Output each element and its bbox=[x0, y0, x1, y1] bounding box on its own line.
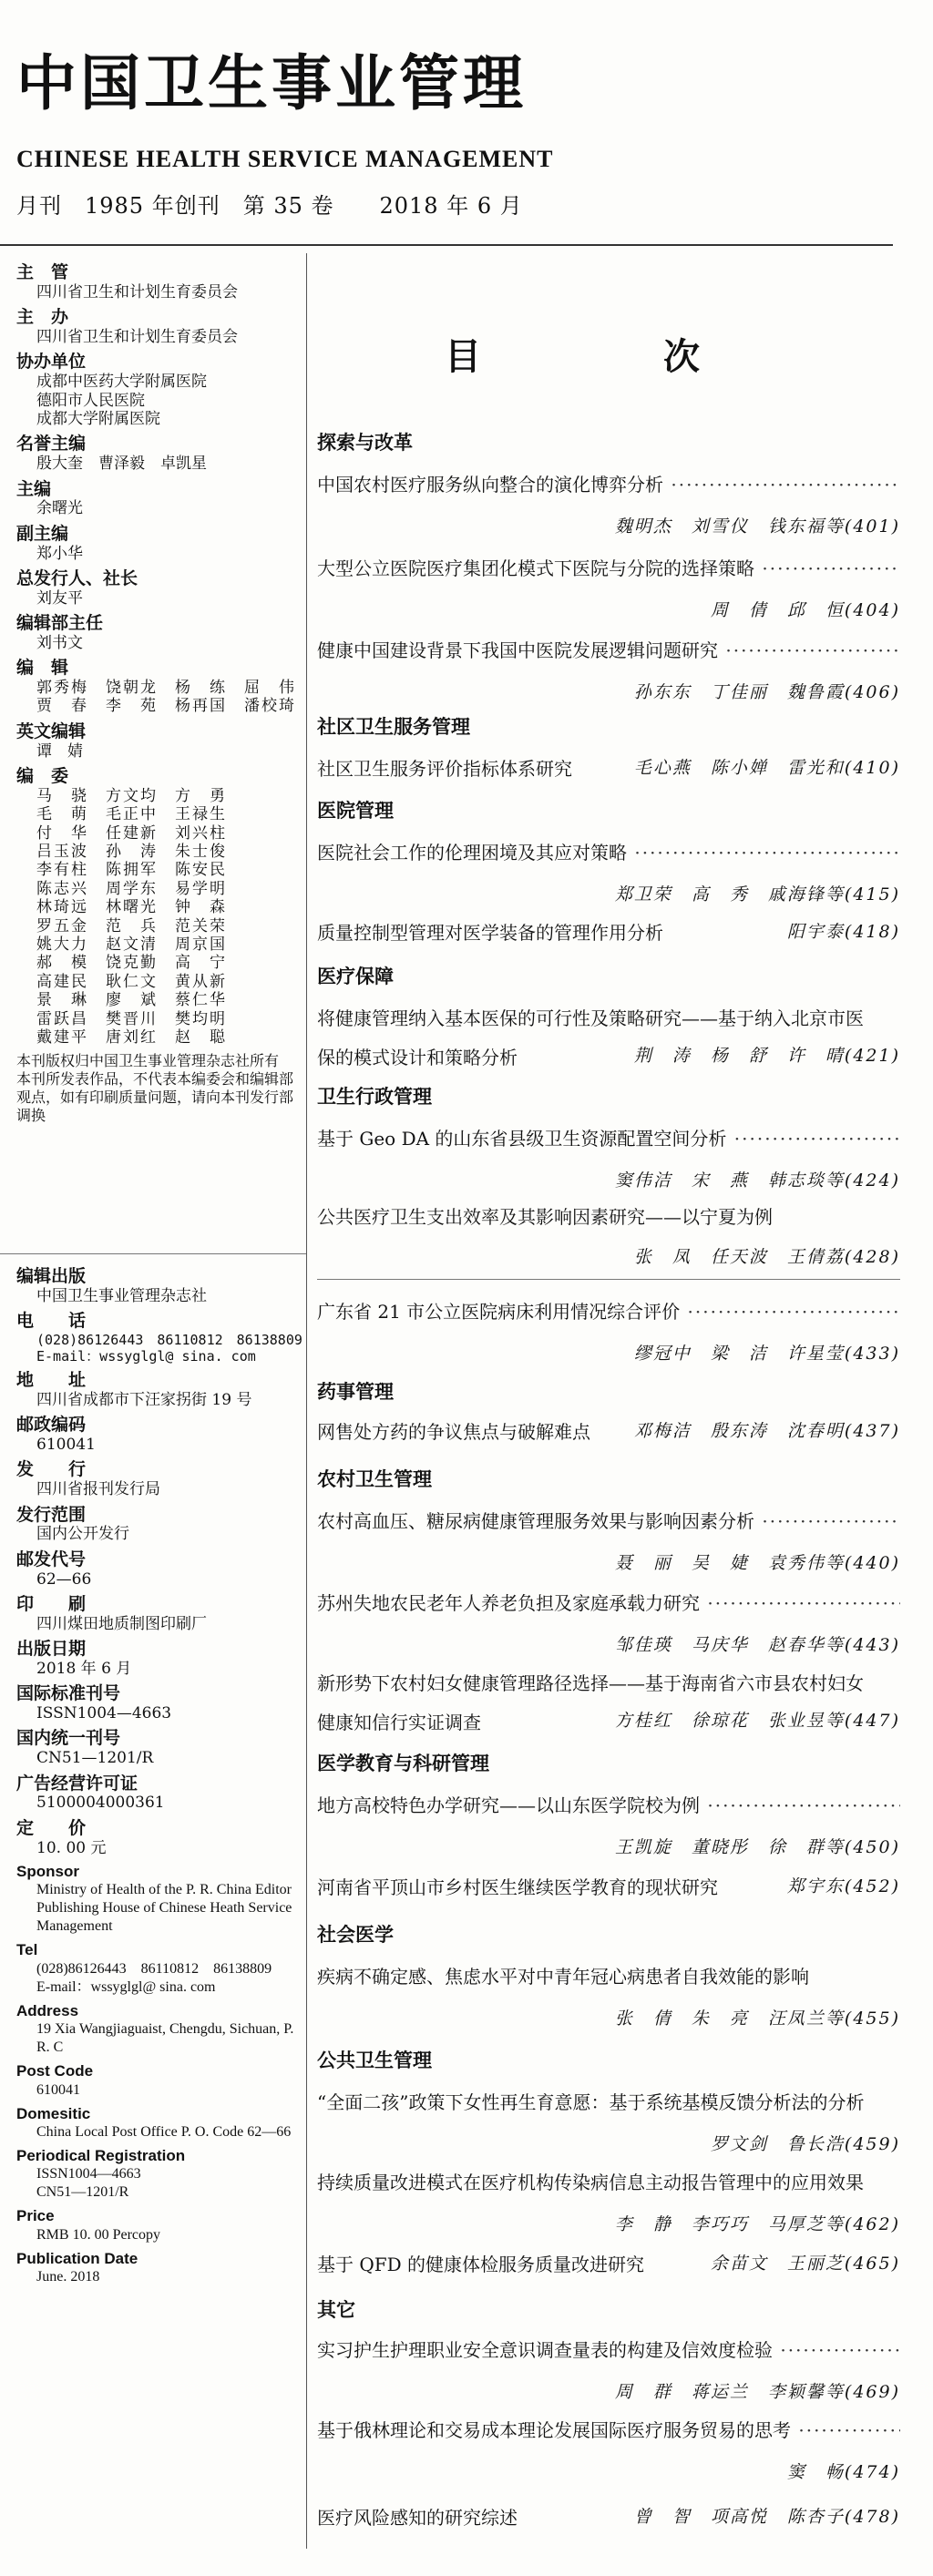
value-address-en: 19 Xia Wangjiaguaist, Chengdu, Sichuan, P. R. C bbox=[36, 2021, 294, 2056]
toc-section-title: 药事管理 bbox=[317, 1381, 394, 1403]
value-co-organizer: 成都中医药大学附属医院 bbox=[36, 373, 207, 392]
value-deputy-editor: 郑小华 bbox=[36, 544, 83, 563]
toc-entry-authors: 方桂红 徐琼花 张业昱等(447) bbox=[614, 1711, 900, 1731]
toc-section-title: 探索与改革 bbox=[317, 432, 413, 454]
column-divider bbox=[306, 253, 307, 2549]
toc-entry-authors: 魏明杰 刘雪仪 钱东福等(401) bbox=[614, 516, 900, 537]
value-edit-publish: 中国卫生事业管理杂志社 bbox=[36, 1286, 207, 1305]
toc-entry-title: 质量控制型管理对医学装备的管理作用分析 bbox=[317, 922, 663, 944]
label-tel-en: Tel bbox=[16, 1941, 38, 1959]
toc-section-title: 医院管理 bbox=[317, 800, 394, 822]
value-ad-license: 5100004000361 bbox=[36, 1794, 165, 1813]
toc-entry-authors: 李 静 李巧巧 马厚芝等(462) bbox=[614, 2214, 900, 2234]
toc-entry-title: “全面二孩”政策下女性再生育意愿：基于系统基模反馈分析法的分析 bbox=[317, 2091, 865, 2113]
toc-entry-authors: 邓梅洁 殷东涛 沈春明(437) bbox=[633, 1421, 900, 1441]
toc-entry-authors: 张 凤 任天波 王倩荔(428) bbox=[633, 1247, 900, 1267]
toc-entry-authors: 毛心燕 陈小婵 雷光和(410) bbox=[633, 758, 900, 778]
value-post-code: 62—66 bbox=[36, 1569, 92, 1589]
toc-section-title: 公共卫生管理 bbox=[317, 2050, 432, 2071]
toc-column-break bbox=[317, 1279, 900, 1280]
value-printer: 四川煤田地质制图印刷厂 bbox=[36, 1614, 207, 1633]
toc-entry-authors: 阳宇泰(418) bbox=[786, 922, 900, 942]
toc-entry-title-cont: 健康知信行实证调查 bbox=[317, 1712, 481, 1733]
toc-entry-title: 河南省平顶山市乡村医生继续医学教育的现状研究 bbox=[317, 1876, 718, 1898]
toc-entry-title: 将健康管理纳入基本医保的可行性及策略研究——基于纳入北京市医 bbox=[317, 1007, 864, 1029]
label-pubdate-en: Publication Date bbox=[16, 2249, 138, 2267]
value-registration-issn: ISSN1004—4663 bbox=[36, 2166, 141, 2182]
toc-entry[interactable] bbox=[317, 554, 900, 621]
value-publisher: 刘友平 bbox=[36, 588, 83, 608]
committee-line: 景 琳 廖 斌 蔡仁华 bbox=[36, 991, 227, 1010]
toc-entry[interactable] bbox=[317, 1202, 900, 1268]
toc-entry[interactable] bbox=[317, 918, 900, 945]
toc-entry-title: 苏州失地农民老年人养老负担及家庭承载力研究 ····· bbox=[317, 1589, 900, 1615]
committee-line: 雷跃昌 樊晋川 樊均明 bbox=[36, 1009, 227, 1028]
toc-entry[interactable] bbox=[317, 636, 900, 703]
label-deputy-editor: 副主编 bbox=[16, 523, 69, 544]
toc-entry-title: 疾病不确定感、焦虑水平对中青年冠心病患者自我效能的影响 bbox=[317, 1966, 809, 1988]
toc-entry[interactable] bbox=[317, 1124, 900, 1191]
value-range: 国内公开发行 bbox=[36, 1525, 129, 1544]
label-domestic-en: Domesitic bbox=[16, 2104, 91, 2122]
toc-entry[interactable] bbox=[317, 2168, 900, 2235]
label-committee: 编 委 bbox=[16, 766, 69, 787]
toc-entry-title: 公共医疗卫生支出效率及其影响因素研究——以宁夏为例 bbox=[317, 1206, 773, 1228]
committee-list bbox=[16, 787, 304, 1047]
toc-entry-authors: 郑卫荣 高 秀 戚海锋等(415) bbox=[614, 884, 900, 905]
toc-entry[interactable] bbox=[317, 2336, 900, 2403]
value-address: 四川省成都市下汪家拐街 19 号 bbox=[36, 1390, 252, 1409]
toc-entry-authors: 郑宇东(452) bbox=[786, 1876, 900, 1896]
toc-entry-title: 基于 QFD 的健康体检服务质量改进研究 bbox=[317, 2254, 645, 2275]
editors-line: 贾 春 李 苑 杨再国 潘校琦 bbox=[36, 697, 296, 716]
toc-entry-title: 网售处方药的争议焦点与破解难点 bbox=[317, 1421, 590, 1443]
toc-entry-title: 健康中国建设背景下我国中医院发展逻辑问题研究 ····· bbox=[317, 636, 900, 662]
toc-entry[interactable] bbox=[317, 2416, 900, 2483]
toc-entry-title: 医疗风险感知的研究综述 bbox=[317, 2507, 518, 2529]
label-sponsor: 主 管 bbox=[16, 262, 69, 282]
label-zip: 邮政编码 bbox=[16, 1415, 87, 1436]
committee-line: 罗五金 范 兵 范关荣 bbox=[36, 916, 227, 935]
toc-entry[interactable] bbox=[317, 1297, 900, 1365]
committee-line: 高建民 耿仁文 黄从新 bbox=[36, 972, 227, 991]
toc-entry-authors: 荆 涛 杨 舒 许 晴(421) bbox=[633, 1046, 900, 1066]
label-organizer: 主 办 bbox=[16, 307, 69, 328]
label-honorary-editor: 名誉主编 bbox=[16, 434, 87, 455]
toc-entry-authors: 孙东东 丁佳丽 魏鲁霞(406) bbox=[633, 682, 900, 702]
value-director: 刘书文 bbox=[36, 633, 83, 652]
label-postcode-en: Post Code bbox=[16, 2062, 94, 2080]
label-sponsor-en: Sponsor bbox=[16, 1863, 79, 1881]
toc-entry[interactable] bbox=[317, 1507, 900, 1574]
committee-line: 姚大力 赵文清 周京国 bbox=[36, 935, 227, 954]
toc-entry[interactable] bbox=[317, 1873, 900, 1899]
label-tel: 电 话 bbox=[16, 1311, 87, 1332]
value-co-organizer: 成都大学附属医院 bbox=[36, 409, 160, 428]
toc-entry-title: 社区卫生服务评价指标体系研究 bbox=[317, 758, 572, 780]
label-director: 编辑部主任 bbox=[16, 613, 104, 634]
value-zip: 610041 bbox=[36, 1435, 96, 1454]
toc-entry-authors: 周 倩 邱 恒(404) bbox=[710, 600, 900, 620]
toc-entry[interactable] bbox=[317, 754, 900, 781]
value-sponsor-en: Ministry of Health of the P. R. China Editor Publishing House of Chinese Heath Service Management bbox=[36, 1882, 292, 1935]
committee-line: 吕玉波 孙 涛 朱士俊 bbox=[36, 843, 227, 862]
label-price-en: Price bbox=[16, 2207, 55, 2225]
toc-entry-title: 持续质量改进模式在医疗机构传染病信息主动报告管理中的应用效果 bbox=[317, 2172, 864, 2193]
value-organizer: 四川省卫生和计划生育委员会 bbox=[36, 327, 238, 346]
toc-entry-title: 大型公立医院医疗集团化模式下医院与分院的选择策略 ····· bbox=[317, 554, 900, 580]
toc-entry-authors: 曾 智 项高悦 陈杏子(478) bbox=[633, 2507, 900, 2527]
label-cn: 国内统一刊号 bbox=[16, 1728, 121, 1749]
committee-line: 戴建平 唐刘红 赵 聪 bbox=[36, 1027, 227, 1047]
toc-entry-authors: 周 群 蒋运兰 李颖馨等(469) bbox=[614, 2382, 900, 2402]
value-issn: ISSN1004—4663 bbox=[36, 1704, 172, 1723]
label-issn: 国际标准刊号 bbox=[16, 1683, 121, 1704]
toc-entry-title: 实习护生护理职业安全意识调查量表的构建及信效度检验 ····· bbox=[317, 2336, 900, 2362]
toc-entry[interactable] bbox=[317, 470, 900, 537]
journal-meta: 月刊 1985 年创刊 第 35 卷 2018 年 6 月 bbox=[16, 193, 523, 219]
committee-line: 李有柱 陈拥军 陈安民 bbox=[36, 861, 227, 880]
value-email-en: E-mail：wssyglgl@ sina. com bbox=[36, 1978, 216, 1995]
label-ad-license: 广告经营许可证 bbox=[16, 1773, 138, 1794]
masthead bbox=[16, 257, 304, 1125]
toc-section-title: 农村卫生管理 bbox=[317, 1468, 432, 1490]
toc-entry-authors: 张 倩 朱 亮 汪凤兰等(455) bbox=[614, 2009, 900, 2029]
value-postcode-en: 610041 bbox=[36, 2081, 80, 2098]
copyright-notice: 本刊版权归中国卫生事业管理杂志社所有 本刊所发表作品，不代表本编委会和编辑部观点，如有印刷质量问题，请向本刊发行部调换 bbox=[16, 1052, 294, 1125]
toc-entry-authors: 余苗文 王丽芝(465) bbox=[710, 2254, 900, 2274]
label-range: 发行范围 bbox=[16, 1504, 87, 1525]
committee-line: 付 华 任建新 刘兴柱 bbox=[36, 823, 227, 843]
imprint bbox=[16, 1261, 304, 2286]
toc-entry-title-cont: 保的模式设计和策略分析 bbox=[317, 1047, 518, 1068]
label-registration-en: Periodical Registration bbox=[16, 2147, 186, 2164]
label-price: 定 价 bbox=[16, 1817, 87, 1838]
label-chief-editor: 主编 bbox=[16, 478, 52, 499]
label-post-code: 邮发代号 bbox=[16, 1549, 87, 1569]
toc-entry-title: 广东省 21 市公立医院病床利用情况综合评价 ····· bbox=[317, 1297, 900, 1324]
toc-entry[interactable] bbox=[317, 1589, 900, 1656]
toc-entry[interactable] bbox=[317, 2250, 900, 2276]
toc-entry-authors: 邹佳瑛 马庆华 赵春华等(443) bbox=[614, 1635, 900, 1655]
toc-entry[interactable] bbox=[317, 2088, 900, 2155]
toc-section-title: 医疗保障 bbox=[317, 966, 394, 987]
toc-section-title: 社会医学 bbox=[317, 1924, 394, 1946]
toc-entry-authors: 聂 丽 吴 婕 袁秀伟等(440) bbox=[614, 1553, 900, 1573]
toc-entry-title: 基于 Geo DA 的山东省县级卫生资源配置空间分析 ····· bbox=[317, 1124, 900, 1150]
committee-line: 陈志兴 周学东 易学明 bbox=[36, 879, 227, 898]
value-tel-en: (028)86126443 86110812 86138809 bbox=[36, 1960, 272, 1977]
value-co-organizer: 德阳市人民医院 bbox=[36, 391, 145, 410]
value-distribution: 四川省报刊发行局 bbox=[36, 1480, 160, 1499]
value-en-editor: 谭 婧 bbox=[36, 741, 83, 761]
label-en-editor: 英文编辑 bbox=[16, 721, 87, 741]
label-publisher: 总发行人、社长 bbox=[16, 567, 138, 588]
toc-section-title: 其它 bbox=[317, 2299, 355, 2321]
label-edit-publish: 编辑出版 bbox=[16, 1266, 87, 1286]
label-address: 地 址 bbox=[16, 1369, 87, 1390]
editors-line: 郭秀梅 饶朝龙 杨 练 屈 伟 bbox=[36, 679, 296, 698]
toc-entry-title: 地方高校特色办学研究——以山东医学院校为例 ····· bbox=[317, 1791, 900, 1817]
toc-entry[interactable] bbox=[317, 1669, 900, 1734]
toc-section-title: 卫生行政管理 bbox=[317, 1086, 432, 1108]
toc-entry-title: 农村高血压、糖尿病健康管理服务效果与影响因素分析 ····· bbox=[317, 1507, 900, 1533]
toc-entry[interactable] bbox=[317, 838, 900, 905]
committee-line: 毛 萌 毛正中 王禄生 bbox=[36, 805, 227, 824]
label-printer: 印 刷 bbox=[16, 1593, 87, 1614]
toc-entry-title: 中国农村医疗服务纵向整合的演化博弈分析 ····· bbox=[317, 470, 900, 496]
label-distribution: 发 行 bbox=[16, 1459, 87, 1480]
editors-list bbox=[16, 679, 304, 716]
toc-entry-authors: 罗文剑 鲁长浩(459) bbox=[710, 2134, 900, 2154]
value-chief-editor: 余曙光 bbox=[36, 499, 83, 518]
value-domestic-en: China Local Post Office P. O. Code 62—66 bbox=[36, 2124, 292, 2140]
toc-heading: 目 次 bbox=[445, 335, 773, 378]
toc-section-title: 社区卫生服务管理 bbox=[317, 716, 470, 738]
value-email: E-mail：wssyglgl@ sina. com bbox=[36, 1347, 256, 1365]
toc-entry-title: 医院社会工作的伦理困境及其应对策略 ····· bbox=[317, 838, 900, 864]
toc-section-title: 医学教育与科研管理 bbox=[317, 1753, 489, 1774]
committee-line: 林琦远 林曙光 钟 森 bbox=[36, 898, 227, 917]
toc-entry[interactable] bbox=[317, 1004, 900, 1069]
toc-entry[interactable] bbox=[317, 2503, 900, 2530]
value-price: 10. 00 元 bbox=[36, 1838, 107, 1857]
toc-entry[interactable] bbox=[317, 1417, 900, 1444]
journal-title-cn: 中国卫生事业管理 bbox=[16, 47, 527, 118]
label-pub-date: 出版日期 bbox=[16, 1639, 87, 1660]
committee-line: 马 骁 方文均 方 勇 bbox=[36, 786, 227, 805]
toc-entry-authors: 王凯旋 董晓彤 徐 群等(450) bbox=[614, 1837, 900, 1857]
imprint-english bbox=[16, 1863, 304, 2286]
toc-entry-authors: 缪冠中 梁 洁 许星莹(433) bbox=[633, 1344, 900, 1364]
journal-title-en: CHINESE HEALTH SERVICE MANAGEMENT bbox=[16, 146, 554, 172]
value-price-en: RMB 10. 00 Percopy bbox=[36, 2226, 160, 2243]
value-sponsor: 四川省卫生和计划生育委员会 bbox=[36, 282, 238, 302]
value-tel: (028)86126443 86110812 86138809 bbox=[36, 1331, 302, 1348]
value-cn: CN51—1201/R bbox=[36, 1749, 154, 1768]
label-address-en: Address bbox=[16, 2001, 79, 2019]
value-pubdate-en: June. 2018 bbox=[36, 2269, 100, 2285]
toc-entry[interactable] bbox=[317, 1962, 900, 2029]
value-honorary-editor: 殷大奎 曹泽毅 卓凯星 bbox=[36, 455, 207, 474]
toc-entry-authors: 窦伟洁 宋 燕 韩志琰等(424) bbox=[614, 1170, 900, 1191]
left-section-rule bbox=[0, 1253, 306, 1254]
committee-line: 郝 模 饶克勤 高 宁 bbox=[36, 954, 227, 973]
label-co-organizer: 协办单位 bbox=[16, 352, 87, 373]
toc-entry-title: 新形势下农村妇女健康管理路径选择——基于海南省六市县农村妇女 bbox=[317, 1672, 864, 1694]
toc-entry-title: 基于俄林理论和交易成本理论发展国际医疗服务贸易的思考 ····· bbox=[317, 2416, 900, 2442]
toc-entry-authors: 窦 畅(474) bbox=[786, 2462, 900, 2482]
label-editors: 编 辑 bbox=[16, 658, 69, 679]
toc-entry[interactable] bbox=[317, 1791, 900, 1858]
value-pub-date: 2018 年 6 月 bbox=[36, 1659, 132, 1678]
header-rule bbox=[0, 244, 893, 246]
value-registration-cn: CN51—1201/R bbox=[36, 2184, 129, 2201]
